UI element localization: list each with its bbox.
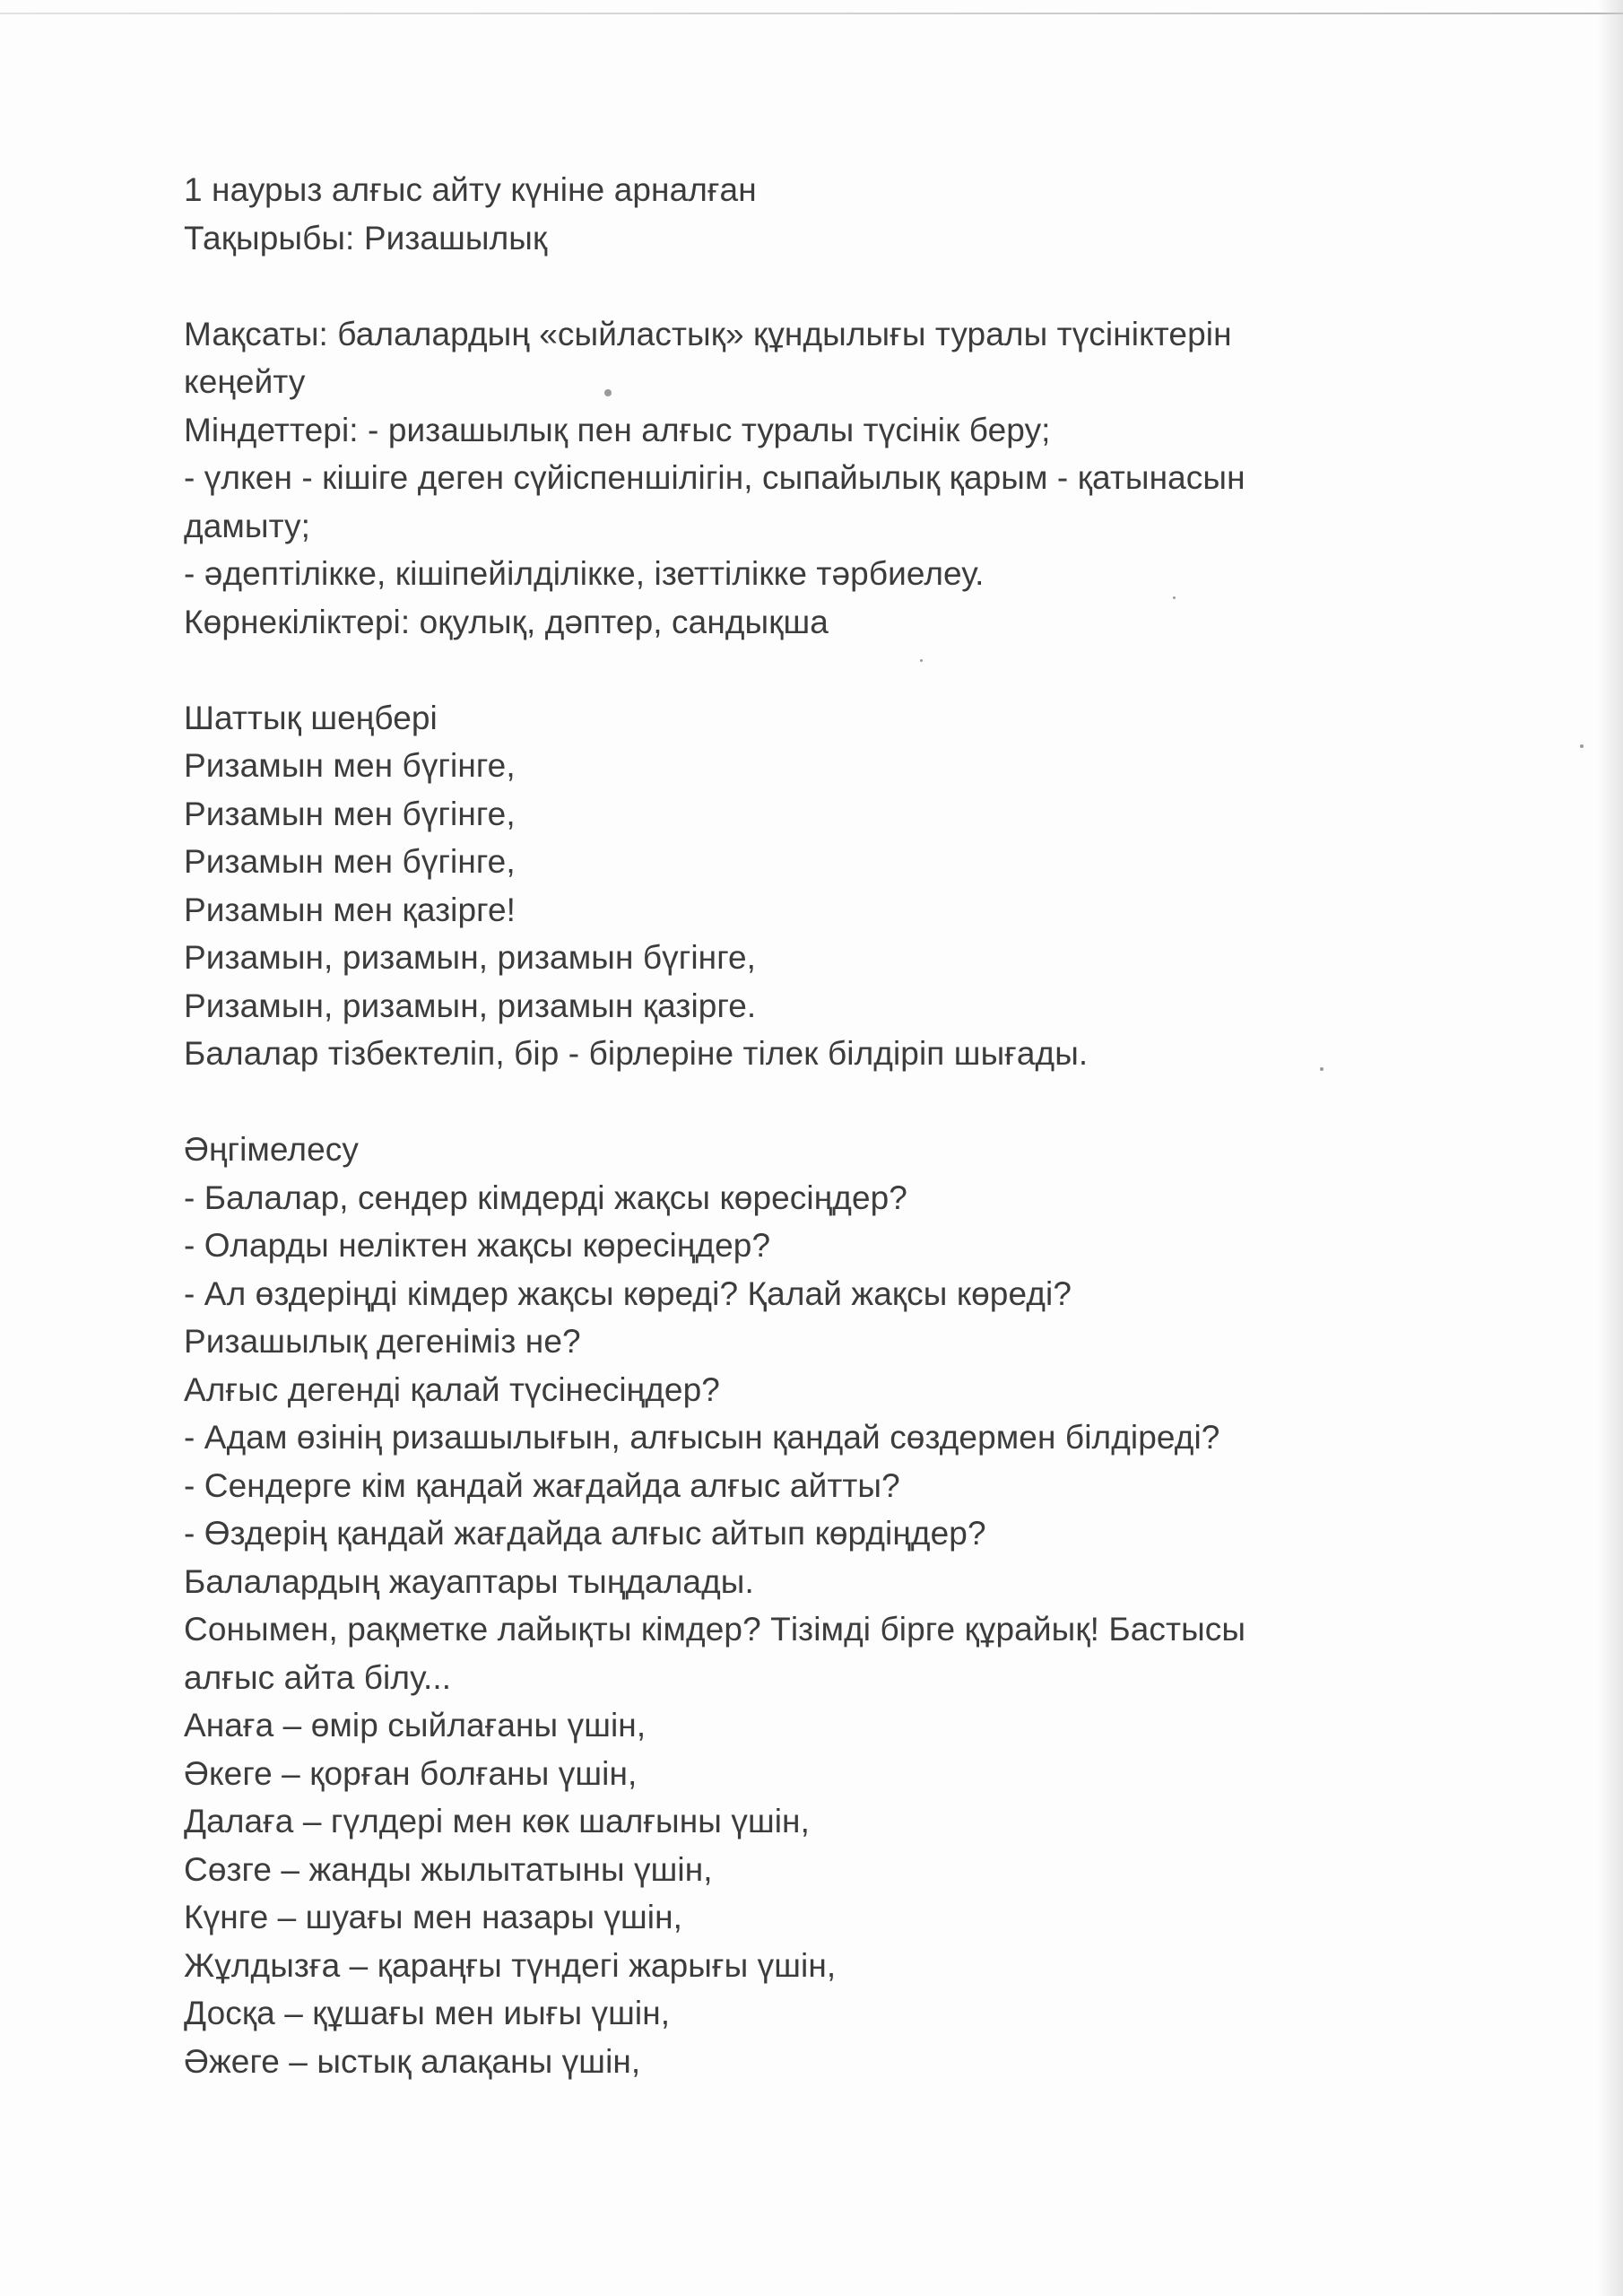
text-line: алғыс айта білу... xyxy=(184,1658,452,1696)
visuals-line: Көрнекіліктері: оқулық, дәптер, сандықша xyxy=(184,603,829,640)
scan-right-edge-shadow xyxy=(1598,0,1623,2296)
text-line: Далаға – гүлдері мен көк шалғыны үшін, xyxy=(184,1803,810,1839)
tasks-line: дамыту; xyxy=(184,507,311,544)
tasks-line: Міндеттері: - ризашылық пен алғыс туралы түсінік беру; xyxy=(184,411,1051,448)
scan-speck xyxy=(1580,744,1584,748)
text-line: Балалардың жауаптары тыңдалады. xyxy=(184,1562,754,1600)
section-heading: Шаттық шеңбері xyxy=(184,699,438,736)
text-line: Сонымен, рақметке лайықты кімдер? Тізімді бірге құрайық! Бастысы xyxy=(184,1611,1246,1648)
poem-line: Ризамын, ризамын, ризамын қазірге. xyxy=(184,987,757,1024)
poem-line: Ризамын мен бүгінге, xyxy=(184,795,516,832)
poem-line: Ризамын мен бүгінге, xyxy=(184,747,516,784)
document-body xyxy=(184,166,1439,2085)
text-line: Күнге – шуағы мен назары үшін, xyxy=(184,1899,683,1935)
text-line: - Адам өзінің ризашылығын, алғысын қандай сөздермен білдіреді? xyxy=(184,1419,1220,1456)
text-line: - Өздерің қандай жағдайда алғыс айтып көрдіңдер? xyxy=(184,1515,986,1552)
text-line: Анаға – өмір сыйлағаны үшін, xyxy=(184,1707,647,1744)
tasks-line: - үлкен - кішіге деген сүйіспеншілігін, сыпайылық қарым - қатынасын xyxy=(184,459,1245,496)
document-topic: Тақырыбы: Ризашылық xyxy=(184,219,548,257)
poem-line: Ризамын, ризамын, ризамын бүгінге, xyxy=(184,939,757,976)
text-line: Жұлдызға – қараңғы түндегі жарығы үшін, xyxy=(184,1946,837,1984)
poem-line: Ризамын мен қазірге! xyxy=(184,891,516,928)
instruction-line: Балалар тізбектеліп, бір - бірлеріне тілек білдіріп шығады. xyxy=(184,1035,1089,1072)
text-line: - Сендерге кім қандай жағдайда алғыс айтты? xyxy=(184,1466,900,1504)
text-line: Әкеге – қорған болғаны үшін, xyxy=(184,1754,638,1792)
aim-line: кеңейту xyxy=(184,363,306,400)
section-heading: Әңгімелесу xyxy=(184,1131,359,1168)
text-line: - Балалар, сендер кімдерді жақсы көресіңдер? xyxy=(184,1178,907,1216)
scan-top-edge xyxy=(0,13,1623,14)
text-line: - Оларды неліктен жақсы көресіңдер? xyxy=(184,1227,771,1264)
tasks-line: - әдептілікке, кішіпейілділікке, ізеттілікке тәрбиелеу. xyxy=(184,555,985,592)
text-line: Сөзге – жанды жылытатыны үшін, xyxy=(184,1850,713,1888)
text-line: Алғыс дегенді қалай түсінесіңдер? xyxy=(184,1370,720,1408)
aim-line: Мақсаты: балалардың «сыйластық» құндылығы туралы түсініктерін xyxy=(184,315,1232,352)
poem-line: Ризамын мен бүгінге, xyxy=(184,843,516,880)
document-subtitle: 1 наурыз алғыс айту күніне арналған xyxy=(184,171,757,208)
text-line: - Ал өздеріңді кімдер жақсы көреді? Қалай жақсы көреді? xyxy=(184,1274,1072,1312)
text-line: Ризашылық дегеніміз не? xyxy=(184,1323,581,1360)
text-line: Әжеге – ыстық алақаны үшін, xyxy=(184,2042,641,2080)
text-line: Досқа – құшағы мен иығы үшін, xyxy=(184,1995,671,2031)
